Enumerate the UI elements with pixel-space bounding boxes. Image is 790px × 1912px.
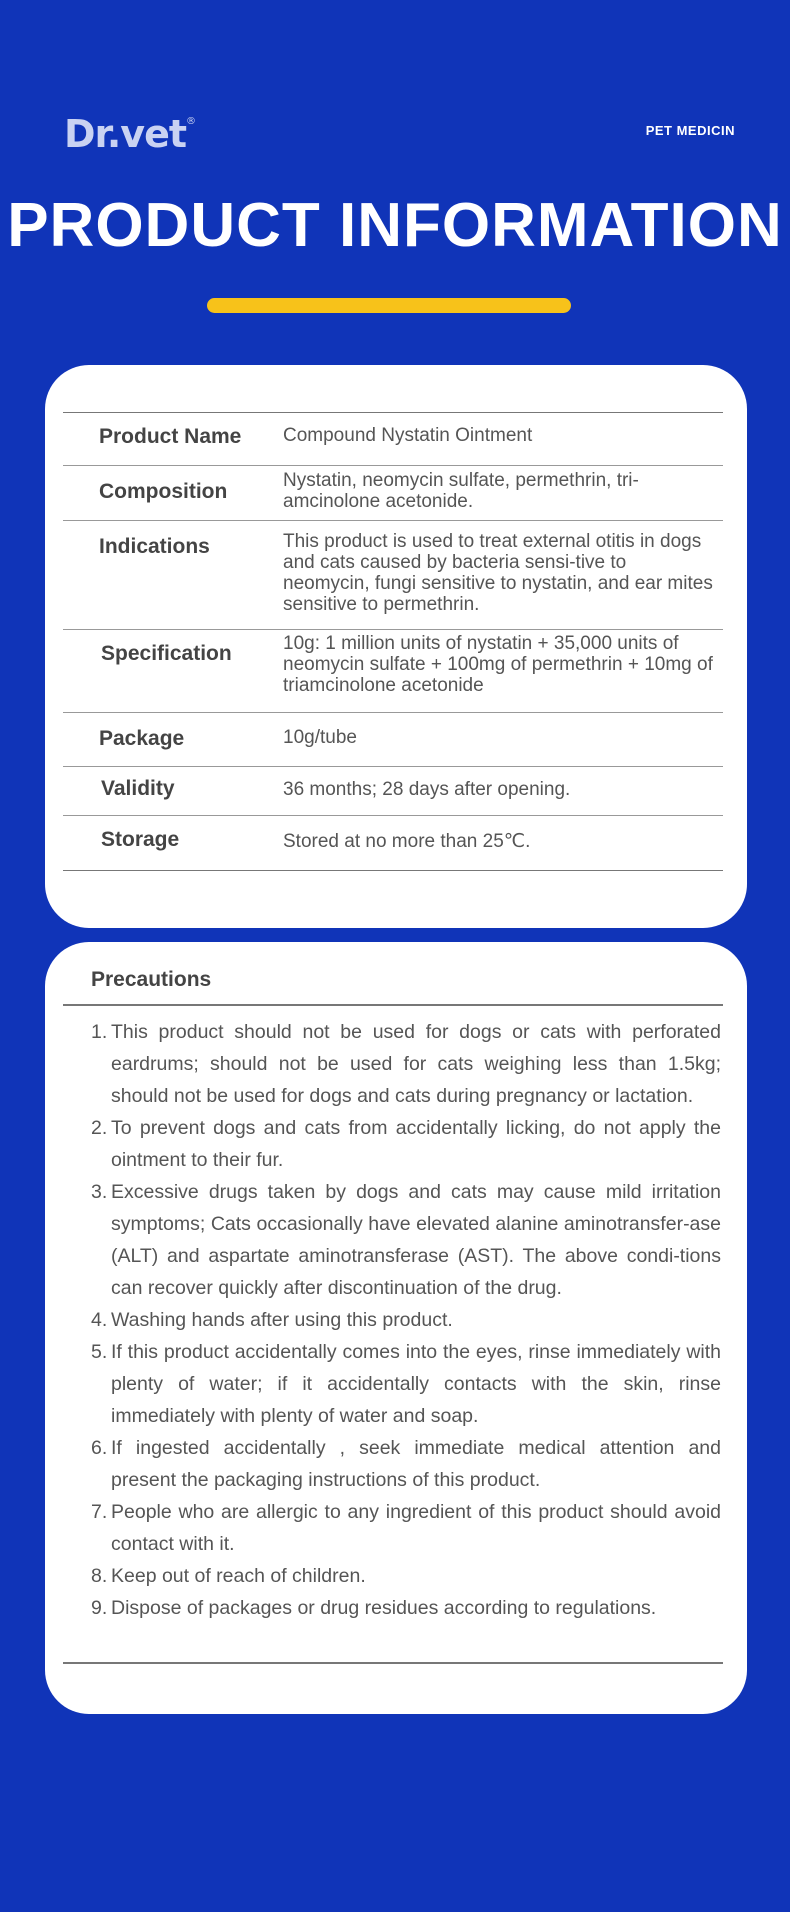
product-info-card <box>45 365 747 928</box>
row-value: 36 months; 28 days after opening. <box>283 779 571 800</box>
divider <box>63 1004 723 1006</box>
list-item <box>91 1592 721 1624</box>
table-row <box>63 713 723 767</box>
row-value: Stored at no more than 25℃. <box>283 831 531 852</box>
table-row <box>63 816 723 871</box>
row-label: Product Name <box>99 425 242 448</box>
item-text: If this product accidentally comes into the eyes, rinse immediately with plenty of water; if it accidentally contacts with the skin, rinse immediately with plenty of water and soap. <box>111 1341 721 1427</box>
list-item <box>91 1432 721 1496</box>
table-row <box>63 521 723 630</box>
row-value: Nystatin, neomycin sulfate, permethrin, tri-amcinolone acetonide. <box>283 470 639 512</box>
divider <box>63 1662 723 1664</box>
row-value: This product is used to treat external otitis in dogs and cats caused by bacteria sensi-tive to neomycin, fungi sensitive to nystatin, and ear mites sensitive to permethrin. <box>283 531 713 615</box>
precautions-list <box>91 1016 721 1624</box>
item-number: 7. <box>91 1501 108 1523</box>
list-item <box>91 1112 721 1176</box>
precautions-card <box>45 942 747 1714</box>
item-number: 4. <box>91 1309 108 1331</box>
row-label: Indications <box>99 535 210 558</box>
list-item <box>91 1176 721 1304</box>
row-label: Validity <box>101 777 175 800</box>
row-label: Package <box>99 727 185 750</box>
item-number: 2. <box>91 1117 108 1139</box>
product-info-table <box>63 412 723 871</box>
list-item <box>91 1496 721 1560</box>
item-number: 3. <box>91 1181 108 1203</box>
page-title: PRODUCT INFORMATION <box>7 191 783 260</box>
list-item <box>91 1304 721 1336</box>
item-text: Excessive drugs taken by dogs and cats may cause mild irritation symptoms; Cats occasionally have elevated alanine aminotransfer-ase (ALT) and aspartate aminotransferase (AST). The above condi-tions can recover quickly after discontinuation of the drug. <box>111 1181 721 1299</box>
item-number: 9. <box>91 1597 108 1619</box>
table-row <box>63 630 723 713</box>
item-text: If ingested accidentally , seek immediate medical attention and present the packaging instructions of this product. <box>111 1437 721 1491</box>
logo-text: Dr.vet <box>64 112 187 156</box>
tagline: PET MEDICIN <box>645 123 735 138</box>
list-item <box>91 1560 721 1592</box>
item-text: Washing hands after using this product. <box>111 1309 453 1331</box>
list-item <box>91 1016 721 1112</box>
row-value: 10g: 1 million units of nystatin + 35,000 units of neomycin sulfate + 100mg of permethrin + 10mg of triamcinolone acetonide <box>283 633 713 696</box>
item-number: 1. <box>91 1021 108 1043</box>
title-underline-bar <box>207 298 571 313</box>
header <box>0 0 790 340</box>
row-value: Compound Nystatin Ointment <box>283 425 533 446</box>
item-number: 5. <box>91 1341 108 1363</box>
item-number: 6. <box>91 1437 108 1459</box>
brand-logo <box>64 112 195 156</box>
table-row <box>63 466 723 521</box>
row-label: Storage <box>101 828 180 851</box>
item-text: People who are allergic to any ingredient of this product should avoid contact with it. <box>111 1501 721 1555</box>
item-number: 8. <box>91 1565 108 1587</box>
item-text: To prevent dogs and cats from accidentally licking, do not apply the ointment to their fur. <box>111 1117 721 1171</box>
precautions-title: Precautions <box>91 968 212 991</box>
row-value: 10g/tube <box>283 727 357 748</box>
item-text: This product should not be used for dogs or cats with perforated eardrums; should not be used for cats weighing less than 1.5kg; should not be used for dogs and cats during pregnancy or lactation. <box>111 1021 721 1107</box>
row-label: Specification <box>101 642 232 665</box>
table-row <box>63 767 723 816</box>
item-text: Dispose of packages or drug residues according to regulations. <box>111 1597 657 1619</box>
list-item <box>91 1336 721 1432</box>
registered-mark: ® <box>186 116 196 127</box>
item-text: Keep out of reach of children. <box>111 1565 366 1587</box>
table-row <box>63 413 723 466</box>
row-label: Composition <box>99 480 228 503</box>
